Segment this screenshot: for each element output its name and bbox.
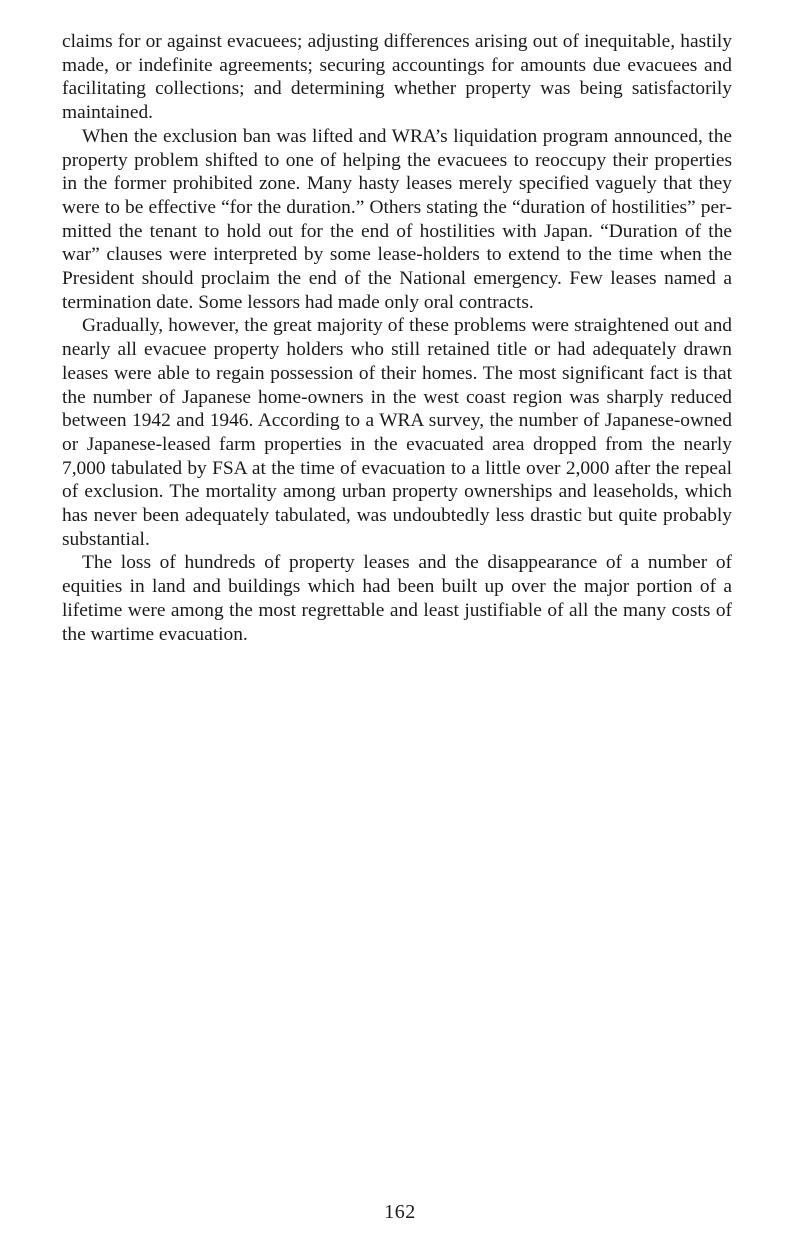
page-number: 162 [384,1201,416,1223]
paragraph-exclusion-ban: When the exclusion ban was lifted and WRA’s liquidation program announced, the property problem shifted to one of helping the evacuees to reoccupy their properties in the former prohibited zone. Many hasty leases merely specified vaguely that they were to be effective “for the duration.” Others stating the “duration of hostilities” permitted the tenant to hold out for the end of hostilities with Japan. “Duration of the war” clauses were interpreted by some lease-holders to extend to the time when the President should proclaim the end of the National emergency. Few leases named a termination date. Some lessors had made only oral contracts. [62,125,732,313]
paragraph-continued-claims: claims for or against evacuees; adjusting differences arising out of inequitable, hastily made, or indefinite agreements; securing accountings for amounts due evacuees and facilitating collections; and determining whether property was being satisfactorily maintained. [62,31,732,124]
paragraph-property-problems-resolved: Gradually, however, the great majority of these problems were straightened out and nearly all evacuee property holders who still retained title or had adequately drawn leases were able to regain possession of their homes. The most significant fact is that the number of Japanese home-owners in the west coast region was sharply reduced between 1942 and 1946. According to a WRA survey, the number of Japanese-owned or Japanese-leased farm properties in the evacuated area dropped from the nearly 7,000 tabulated by FSA at the time of evacuation to a little over 2,000 after the repeal of exclusion. The mortality among urban property ownerships and leaseholds, which has never been adequately tabulated, was undoubtedly less drastic but quite probably substantial. [62,315,732,550]
page-body [62,30,732,646]
paragraph-loss-of-leases: The loss of hundreds of property leases and the disappearance of a number of equities in land and buildings which had been built up over the major portion of a lifetime were among the most regrettable and least justifiable of all the many costs of the wartime evacuation. [62,552,732,645]
